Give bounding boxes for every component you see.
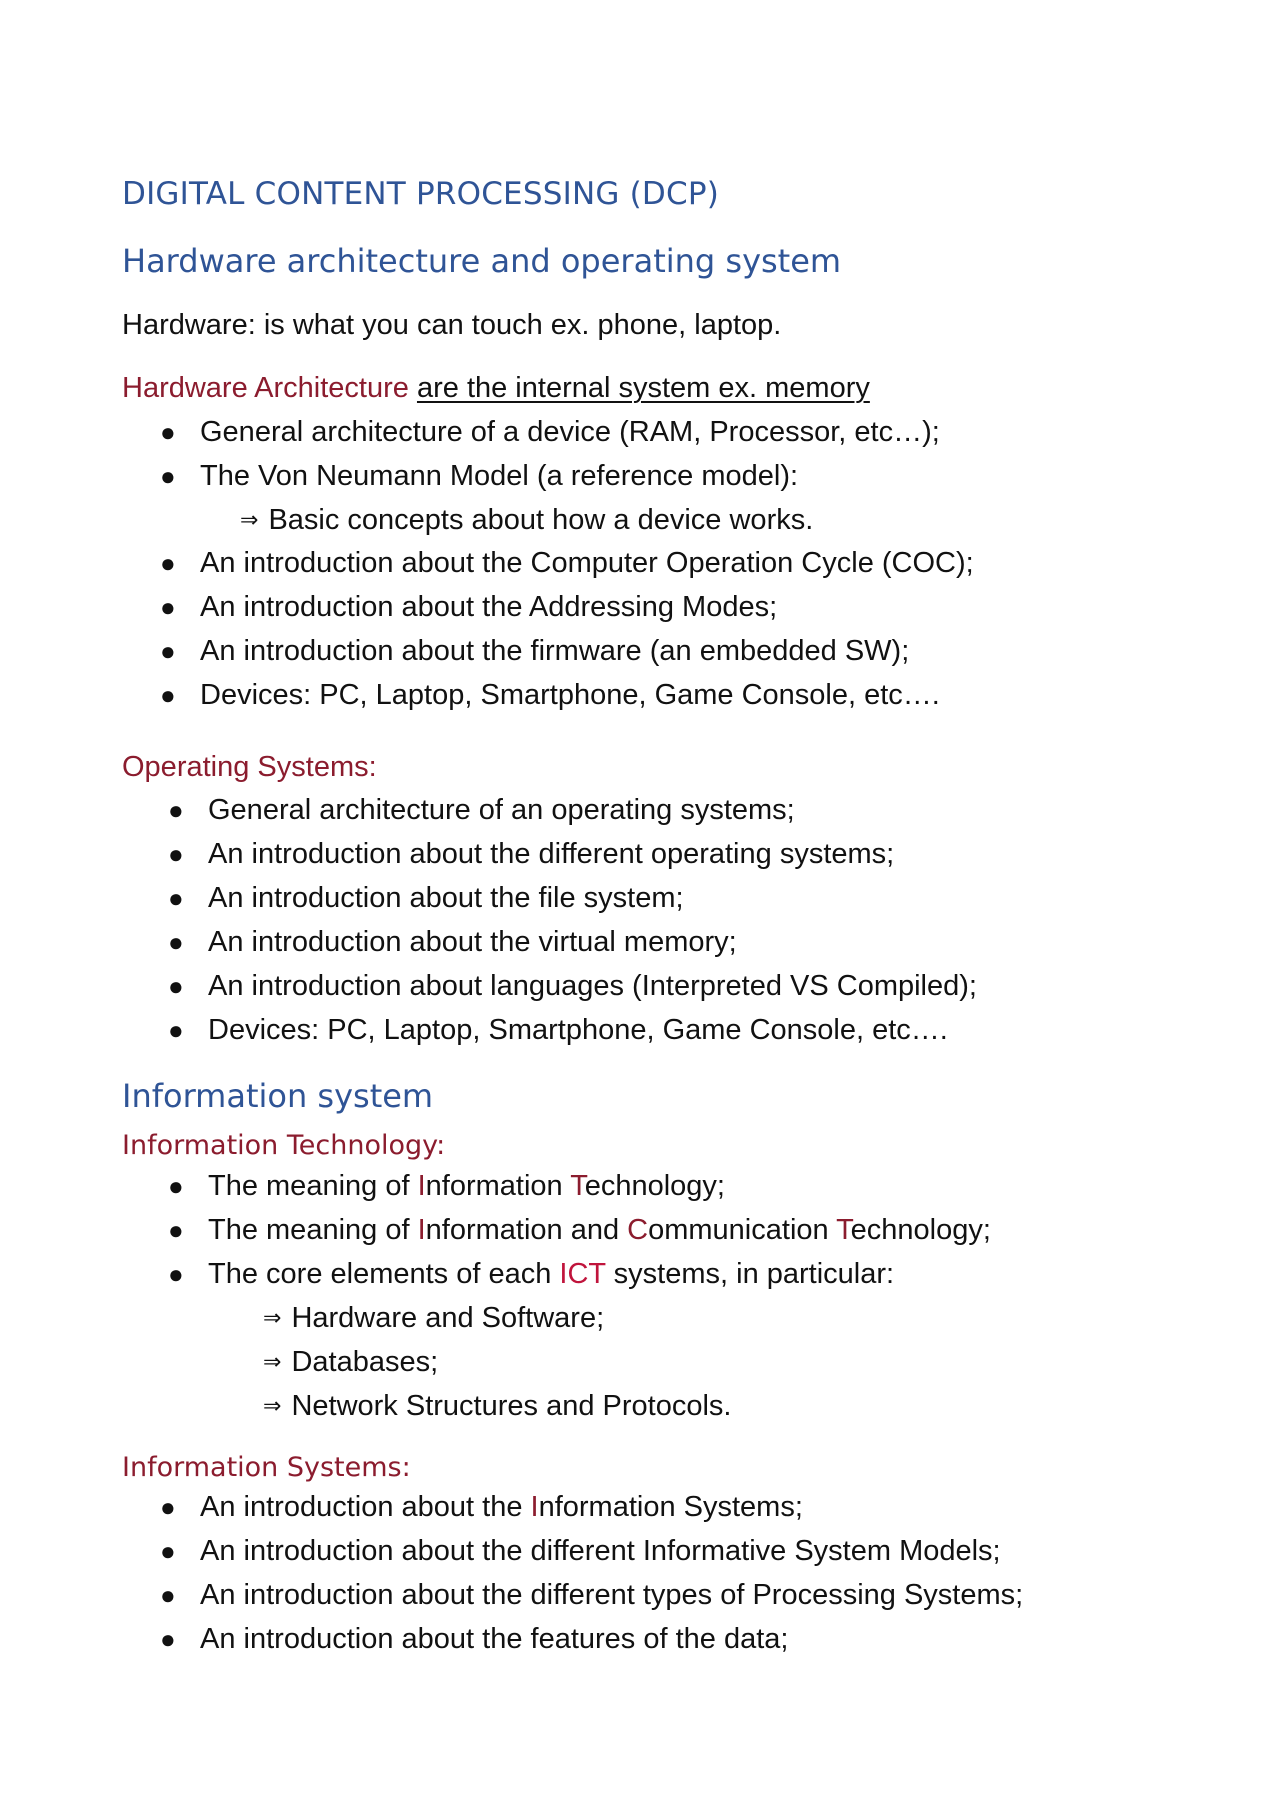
operating-systems-label: Operating Systems: xyxy=(122,751,377,783)
hardware-architecture-underlined: are the internal system ex. memory xyxy=(416,372,870,404)
bullet-icon: ● xyxy=(160,592,176,622)
section-heading-information-system: Information system xyxy=(122,1077,434,1115)
section-heading-hardware: Hardware architecture and operating system xyxy=(122,242,842,280)
bullet-icon: ● xyxy=(168,839,184,869)
arrow-icon: ⇒ xyxy=(240,508,259,533)
bullet-icon: ● xyxy=(168,883,184,913)
bullet-icon: ● xyxy=(168,1259,184,1289)
hardware-architecture-line xyxy=(122,372,870,405)
sub-list-item: ⇒ Hardware and Software; xyxy=(263,1302,605,1334)
bullet-icon: ● xyxy=(160,548,176,578)
bullet-icon: ● xyxy=(160,417,176,447)
bullet-icon: ● xyxy=(168,1015,184,1045)
arrow-icon: ⇒ xyxy=(263,1350,282,1375)
information-systems-label: Information Systems: xyxy=(122,1452,411,1483)
bullet-icon: ● xyxy=(168,927,184,957)
bullet-icon: ● xyxy=(168,971,184,1001)
sub-list-item: ⇒ Network Structures and Protocols. xyxy=(263,1390,732,1422)
hardware-architecture-label: Hardware Architecture xyxy=(122,372,409,404)
bullet-icon: ● xyxy=(168,1171,184,1201)
document-page: DIGITAL CONTENT PROCESSING (DCP) Hardware architecture and operating system Hardware: is what you can touch ex. phone, laptop. Hardware Architecture are the internal system ex. memory ● General architecture of a device (RAM, Processor, etc…); ● The Von Neumann Model (a reference model): ⇒ Basic concepts about how a device works. ● An introduction about the Computer Operation Cycle (COC); ● An introduction about the Addressing Modes; ● An introduction about the firmware (an embedded SW); ● Devices: PC, Laptop, Smartphone, Game Console, etc…. Operating Systems: ● General architecture of an operating systems; ● An introduction about the different operating systems; ● An introduction about the file system; ● An introduction about the virtual memory; ● An introduction about languages (Interpreted VS Compiled); ● Devices: PC, Laptop, Smartphone, Game Console, etc…. Information system Information Technology: ● The meaning of Information Technology; ● The meaning of Information and Communication Technology; ● The core elements of each ICT systems, in particular: ⇒ Hardware and Software; ⇒ Databases; ⇒ Network Structures and Protocols. Information Systems: ● An introduction about the Information Systems; ● An introduction about the different Informative System Models; ● An introduction about the different types of Processing Systems; ● An introduction about the features of the data; xyxy=(122,176,1024,1655)
arrow-icon: ⇒ xyxy=(263,1306,282,1331)
bullet-icon: ● xyxy=(160,1624,176,1654)
hardware-definition: Hardware: is what you can touch ex. phone, laptop. xyxy=(122,309,782,341)
document-title: DIGITAL CONTENT PROCESSING (DCP) xyxy=(122,176,720,212)
bullet-icon: ● xyxy=(168,795,184,825)
bullet-icon: ● xyxy=(168,1215,184,1245)
bullet-icon: ● xyxy=(160,636,176,666)
bullet-icon: ● xyxy=(160,461,176,491)
bullet-icon: ● xyxy=(160,1580,176,1610)
sub-list-item: ⇒ Databases; xyxy=(263,1346,439,1378)
arrow-icon: ⇒ xyxy=(263,1394,282,1419)
bullet-icon: ● xyxy=(160,680,176,710)
information-technology-label: Information Technology: xyxy=(122,1130,446,1161)
bullet-icon: ● xyxy=(160,1492,176,1522)
bullet-icon: ● xyxy=(160,1536,176,1566)
sub-list-item: ⇒ Basic concepts about how a device works. xyxy=(240,504,814,536)
